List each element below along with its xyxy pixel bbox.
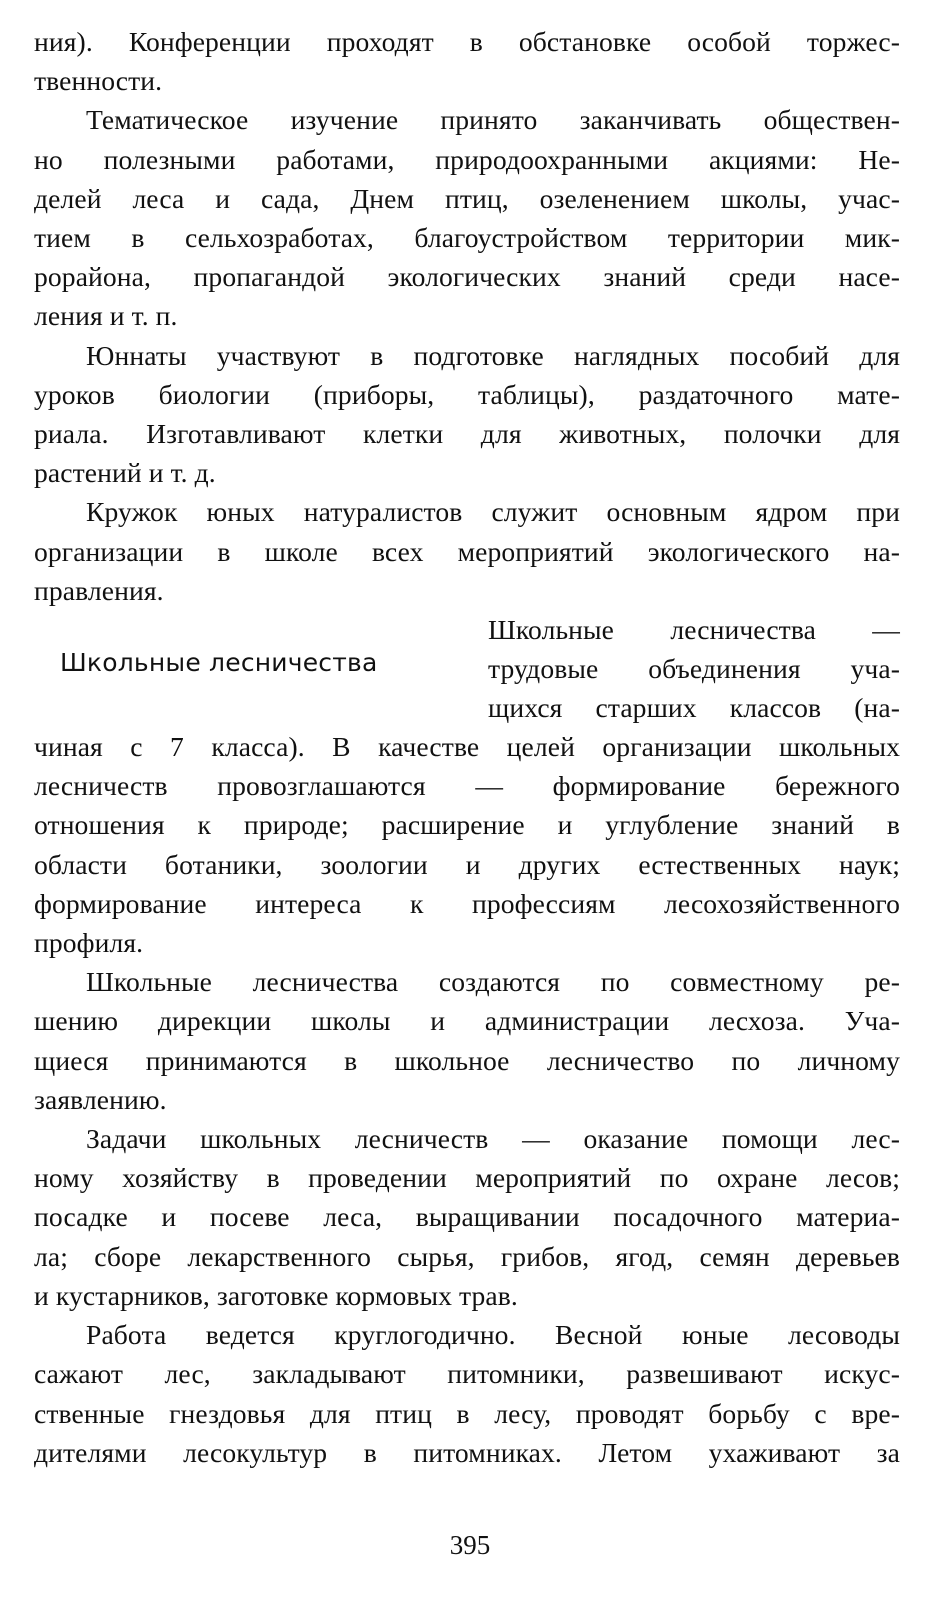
text-line: растений и т. д.	[34, 457, 216, 489]
text-line: рорайона, пропагандой экологических знаний среди насе-	[34, 261, 900, 293]
text-line: отношения к природе; расширение и углубление знаний в	[34, 809, 900, 841]
text-line: заявлению.	[34, 1083, 167, 1115]
text-line: сажают лес, закладывают питомники, развешивают искус-	[34, 1358, 900, 1390]
text-line: Юннаты участвуют в подготовке наглядных пособий для	[86, 339, 900, 371]
text-line: шению дирекции школы и администрации лесхоза. Уча-	[34, 1005, 900, 1037]
section-block	[34, 610, 900, 727]
text-line: Школьные лесничества создаются по совместному ре-	[86, 966, 900, 998]
text-line: ла; сборе лекарственного сырья, грибов, ягод, семян деревьев	[34, 1240, 900, 1272]
text-line: трудовые объединения уча-	[488, 653, 900, 685]
text-line: и кустарников, заготовке кормовых трав.	[34, 1279, 518, 1311]
text-line: чиная с 7 класса). В качестве целей организации школьных	[34, 731, 900, 763]
text-line: Школьные лесничества —	[488, 614, 900, 646]
text-line: посадке и посеве леса, выращивании посадочного материа-	[34, 1201, 900, 1233]
text-line: но полезными работами, природоохранными акциями: Не-	[34, 143, 900, 175]
text-line: профиля.	[34, 927, 144, 959]
text-line: Задачи школьных лесничеств — оказание помощи лес-	[86, 1123, 900, 1155]
page-number: 395	[449, 1530, 491, 1560]
text-line: области ботаники, зоологии и других естественных наук;	[34, 848, 900, 880]
section-heading: Школьные лесничества	[60, 648, 378, 678]
text-line: ному хозяйству в проведении мероприятий по охране лесов;	[34, 1162, 900, 1194]
text-line: делей леса и сада, Днем птиц, озеленением школы, учас-	[34, 182, 900, 214]
text-line: щихся старших классов (на-	[488, 692, 900, 724]
text-line: дителями лесокультур в питомниках. Летом ухаживают за	[34, 1436, 900, 1468]
text-line: лесничеств провозглашаются — формирование бережного	[34, 770, 900, 802]
text-line: тием в сельхозработах, благоустройством территории мик-	[34, 222, 900, 254]
text-line: Кружок юных натуралистов служит основным ядром при	[86, 496, 900, 528]
text-line: щиеся принимаются в школьное лесничество по личному	[34, 1044, 900, 1076]
text-line: твенности.	[34, 65, 163, 97]
text-line: Тематическое изучение принято заканчивать обществен-	[86, 104, 900, 136]
text-line: риала. Изготавливают клетки для животных, полочки для	[34, 418, 900, 450]
text-line: уроков биологии (приборы, таблицы), раздаточного мате-	[34, 378, 900, 410]
text-line: правления.	[34, 574, 164, 606]
text-line: ления и т. п.	[34, 300, 178, 332]
body-text-top	[34, 22, 900, 610]
text-line: ния). Конференции проходят в обстановке особой торжес-	[34, 26, 900, 57]
section-intro-text	[488, 610, 900, 728]
text-line: ственные гнездовья для птиц в лесу, проводят борьбу с вре-	[34, 1397, 900, 1429]
text-line: организации в школе всех мероприятий экологического на-	[34, 535, 900, 567]
body-text-bottom	[34, 727, 900, 1472]
text-line: Работа ведется круглогодично. Весной юные лесоводы	[86, 1319, 900, 1351]
text-line: формирование интереса к профессиям лесохозяйственного	[34, 887, 900, 919]
